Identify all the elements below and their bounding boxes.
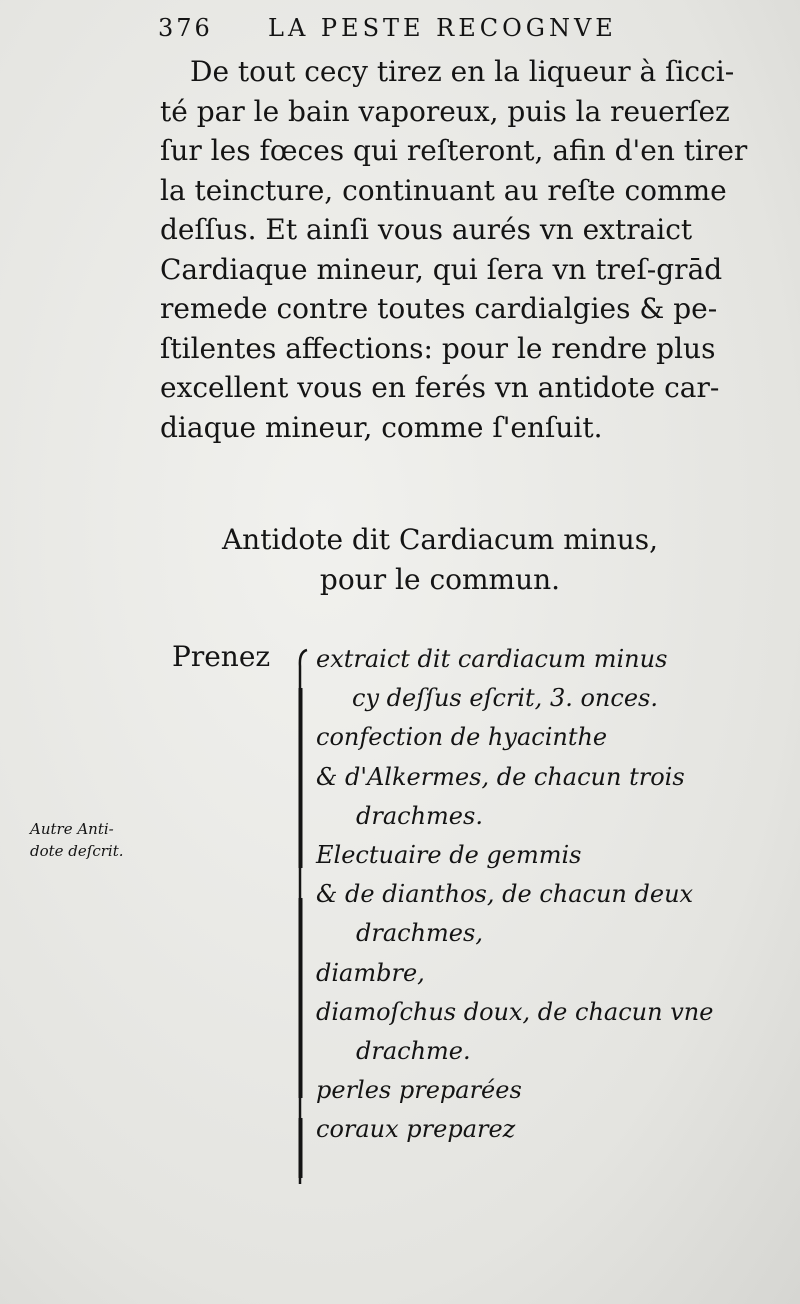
recipe-line: extraict dit cardiacum minus bbox=[316, 645, 668, 673]
recipe-line: coraux preparez bbox=[316, 1115, 516, 1144]
recipe-line: perles preparées bbox=[316, 1076, 522, 1105]
text-line: té par le bain vaporeux, puis la reuerſez bbox=[160, 94, 730, 128]
page-number: 376 bbox=[158, 14, 213, 42]
text-line: deſſus. Et ainſi vous aurés vn extraict bbox=[160, 213, 693, 246]
heading-line: pour le commun. bbox=[319, 563, 561, 596]
recipe-line: drachmes. bbox=[356, 801, 483, 830]
recipe-line: drachmes, bbox=[356, 919, 483, 948]
recipe-list bbox=[316, 640, 736, 1149]
text-line: remede contre toutes cardialgies & pe- bbox=[160, 292, 718, 325]
recipe-line: diambre, bbox=[316, 958, 425, 987]
text-line: ſtilentes affections: pour le rendre plus bbox=[160, 331, 716, 365]
text-line: Cardiaque mineur, qui ſera vn treſ-grād bbox=[160, 252, 723, 286]
recipe-line: Electuaire de gemmis bbox=[316, 840, 582, 869]
prenez-label: Prenez bbox=[172, 640, 271, 673]
recipe-line: & de dianthos, de chacun deux bbox=[316, 880, 694, 909]
recipe-line: diamoſchus doux, de chacun vne bbox=[316, 997, 714, 1026]
text-line: De tout cecy tirez en la liqueur à ſicci- bbox=[190, 55, 735, 88]
page-header bbox=[158, 14, 718, 48]
heading-line: Antidote dit Cardiacum minus, bbox=[221, 523, 659, 556]
recipe-line: drachme. bbox=[356, 1036, 471, 1065]
recipe-line: & d'Alkermes, de chacun trois bbox=[316, 762, 685, 791]
marginal-line: Autre Anti- bbox=[30, 820, 114, 838]
running-title: LA PESTE RECOGNVE bbox=[268, 14, 617, 42]
recipe-line: cy deſſus eſcrit, 3. onces. bbox=[352, 684, 658, 713]
marginal-note bbox=[30, 818, 150, 862]
recipe-line: confection de hyacinthe bbox=[316, 723, 608, 752]
marginal-line: dote deſcrit. bbox=[30, 842, 124, 860]
text-line: la teincture, continuant au reſte comme bbox=[160, 173, 727, 207]
text-line: ſur les fœces qui reſteront, afin d'en tirer bbox=[160, 134, 748, 167]
section-heading bbox=[160, 520, 720, 600]
curly-brace bbox=[296, 648, 308, 1186]
text-line: diaque mineur, comme ſ'enſuit. bbox=[160, 410, 603, 444]
text-line: excellent vous en ferés vn antidote car- bbox=[160, 371, 720, 404]
body-paragraph bbox=[160, 52, 748, 447]
